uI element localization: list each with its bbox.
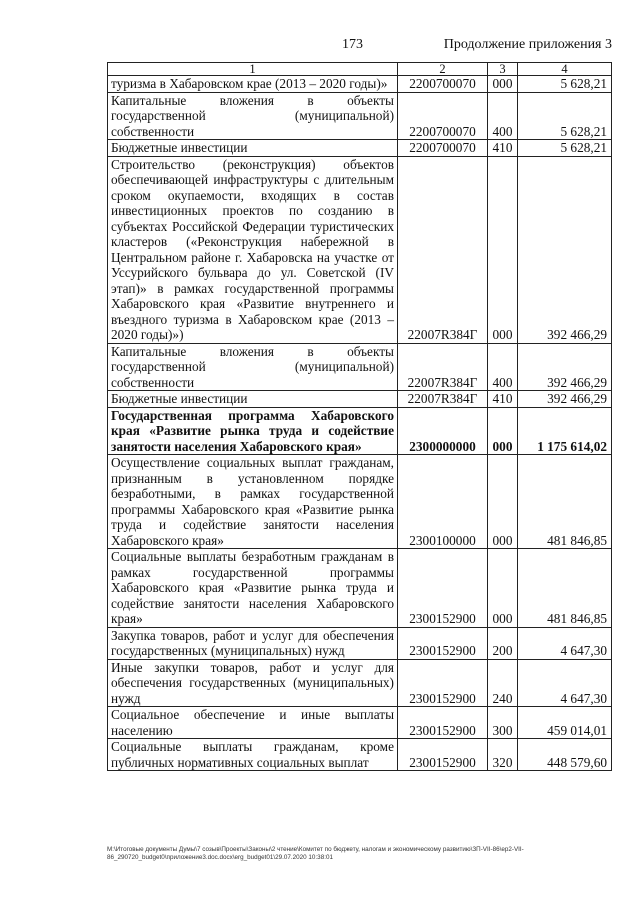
- amount-cell: 459 014,01: [518, 707, 612, 739]
- continuation-caption: Продолжение приложения 3: [443, 37, 612, 52]
- table-row: [108, 627, 612, 659]
- table-row: [108, 739, 612, 771]
- row-name-cell: Бюджетные инвестиции: [108, 391, 398, 408]
- target-article-code-cell: 2300152900: [398, 707, 488, 739]
- table-row: [108, 659, 612, 707]
- expense-type-cell: 410: [488, 140, 518, 157]
- expense-type-cell: 400: [488, 92, 518, 140]
- amount-cell: 448 579,60: [518, 739, 612, 771]
- expense-type-cell: 000: [488, 549, 518, 628]
- expense-type-cell: 300: [488, 707, 518, 739]
- amount-cell: 481 846,85: [518, 455, 612, 549]
- target-article-code-cell: 22007R384Г: [398, 343, 488, 391]
- amount-cell: 5 628,21: [518, 140, 612, 157]
- target-article-code-cell: 22007R384Г: [398, 156, 488, 343]
- table-row: [108, 391, 612, 408]
- amount-cell: 392 466,29: [518, 343, 612, 391]
- expense-type-cell: 000: [488, 455, 518, 549]
- row-name-cell: туризма в Хабаровском крае (2013 – 2020 годы)»: [108, 76, 398, 93]
- target-article-code-cell: 2300152900: [398, 659, 488, 707]
- target-article-code-cell: 2200700070: [398, 92, 488, 140]
- target-article-code-cell: 2200700070: [398, 140, 488, 157]
- target-article-code-cell: 2300152900: [398, 739, 488, 771]
- table-row: [108, 140, 612, 157]
- row-name-cell: Строительство (реконструкция) объектов обеспечивающей инфраструктуры с длительным сроком окупаемости, входящих в состав инвестиционных проектов по созданию в субъектах Российской Федерации туристических кластеров («Реконструкция набережной в Центральном районе г. Хабаровска на участке от Уссурийского бульвара до ул. Советской (IV этап)» в рамках государственной программы Хабаровского края «Развитие внутреннего и въездного туризма в Хабаровском крае (2013 – 2020 годы)»): [108, 156, 398, 343]
- row-name-cell: Социальное обеспечение и иные выплаты населению: [108, 707, 398, 739]
- row-name-cell: Капитальные вложения в объекты государственной (муниципальной) собственности: [108, 92, 398, 140]
- column-number: 1: [108, 63, 398, 76]
- page-number: 173: [342, 37, 363, 52]
- amount-cell: 4 647,30: [518, 627, 612, 659]
- row-name-cell: Государственная программа Хабаровского края «Развитие рынка труда и содействие занятости населения Хабаровского края»: [108, 407, 398, 455]
- budget-table-body: [108, 63, 612, 771]
- target-article-code-cell: 2300000000: [398, 407, 488, 455]
- table-row: [108, 343, 612, 391]
- row-name-cell: Иные закупки товаров, работ и услуг для обеспечения государственных (муниципальных) нужд: [108, 659, 398, 707]
- table-row: [108, 156, 612, 343]
- table-row: [108, 707, 612, 739]
- row-name-cell: Осуществление социальных выплат гражданам, признанным в установленном порядке безработными, в рамках государственной программы Хабаровского края «Развитие рынка труда и содействие занятости населения Хабаровского края»: [108, 455, 398, 549]
- table-row: [108, 92, 612, 140]
- amount-cell: 5 628,21: [518, 92, 612, 140]
- expense-type-cell: 410: [488, 391, 518, 408]
- target-article-code-cell: 2300100000: [398, 455, 488, 549]
- budget-table: [107, 62, 612, 771]
- column-number-row: [108, 63, 612, 76]
- target-article-code-cell: 2300152900: [398, 549, 488, 628]
- file-path-footer: M:\Итоговые документы Думы\7 созыв\Проекты\Законы\2 чтение\Комитет по бюджету, налогам и экономическому развитию\ЗП-VII-86\ep2-VII-86_290720_budget0\приложение3.doc.docx\erg_budget01\29.07.2020 10:38:01: [107, 846, 524, 861]
- amount-cell: 481 846,85: [518, 549, 612, 628]
- amount-cell: 392 466,29: [518, 391, 612, 408]
- expense-type-cell: 000: [488, 407, 518, 455]
- table-row: [108, 76, 612, 93]
- amount-cell: 1 175 614,02: [518, 407, 612, 455]
- expense-type-cell: 240: [488, 659, 518, 707]
- expense-type-cell: 000: [488, 156, 518, 343]
- amount-cell: 5 628,21: [518, 76, 612, 93]
- column-number: 3: [488, 63, 518, 76]
- row-name-cell: Социальные выплаты гражданам, кроме публичных нормативных социальных выплат: [108, 739, 398, 771]
- expense-type-cell: 400: [488, 343, 518, 391]
- amount-cell: 4 647,30: [518, 659, 612, 707]
- row-name-cell: Социальные выплаты безработным гражданам в рамках государственной программы Хабаровского края «Развитие рынка труда и содействие занятости населения Хабаровского края»: [108, 549, 398, 628]
- table-row: [108, 455, 612, 549]
- expense-type-cell: 200: [488, 627, 518, 659]
- column-number: 4: [518, 63, 612, 76]
- row-name-cell: Бюджетные инвестиции: [108, 140, 398, 157]
- target-article-code-cell: 22007R384Г: [398, 391, 488, 408]
- target-article-code-cell: 2300152900: [398, 627, 488, 659]
- target-article-code-cell: 2200700070: [398, 76, 488, 93]
- column-number: 2: [398, 63, 488, 76]
- table-row: [108, 407, 612, 455]
- amount-cell: 392 466,29: [518, 156, 612, 343]
- expense-type-cell: 000: [488, 76, 518, 93]
- table-row: [108, 549, 612, 628]
- row-name-cell: Капитальные вложения в объекты государственной (муниципальной) собственности: [108, 343, 398, 391]
- expense-type-cell: 320: [488, 739, 518, 771]
- row-name-cell: Закупка товаров, работ и услуг для обеспечения государственных (муниципальных) нужд: [108, 627, 398, 659]
